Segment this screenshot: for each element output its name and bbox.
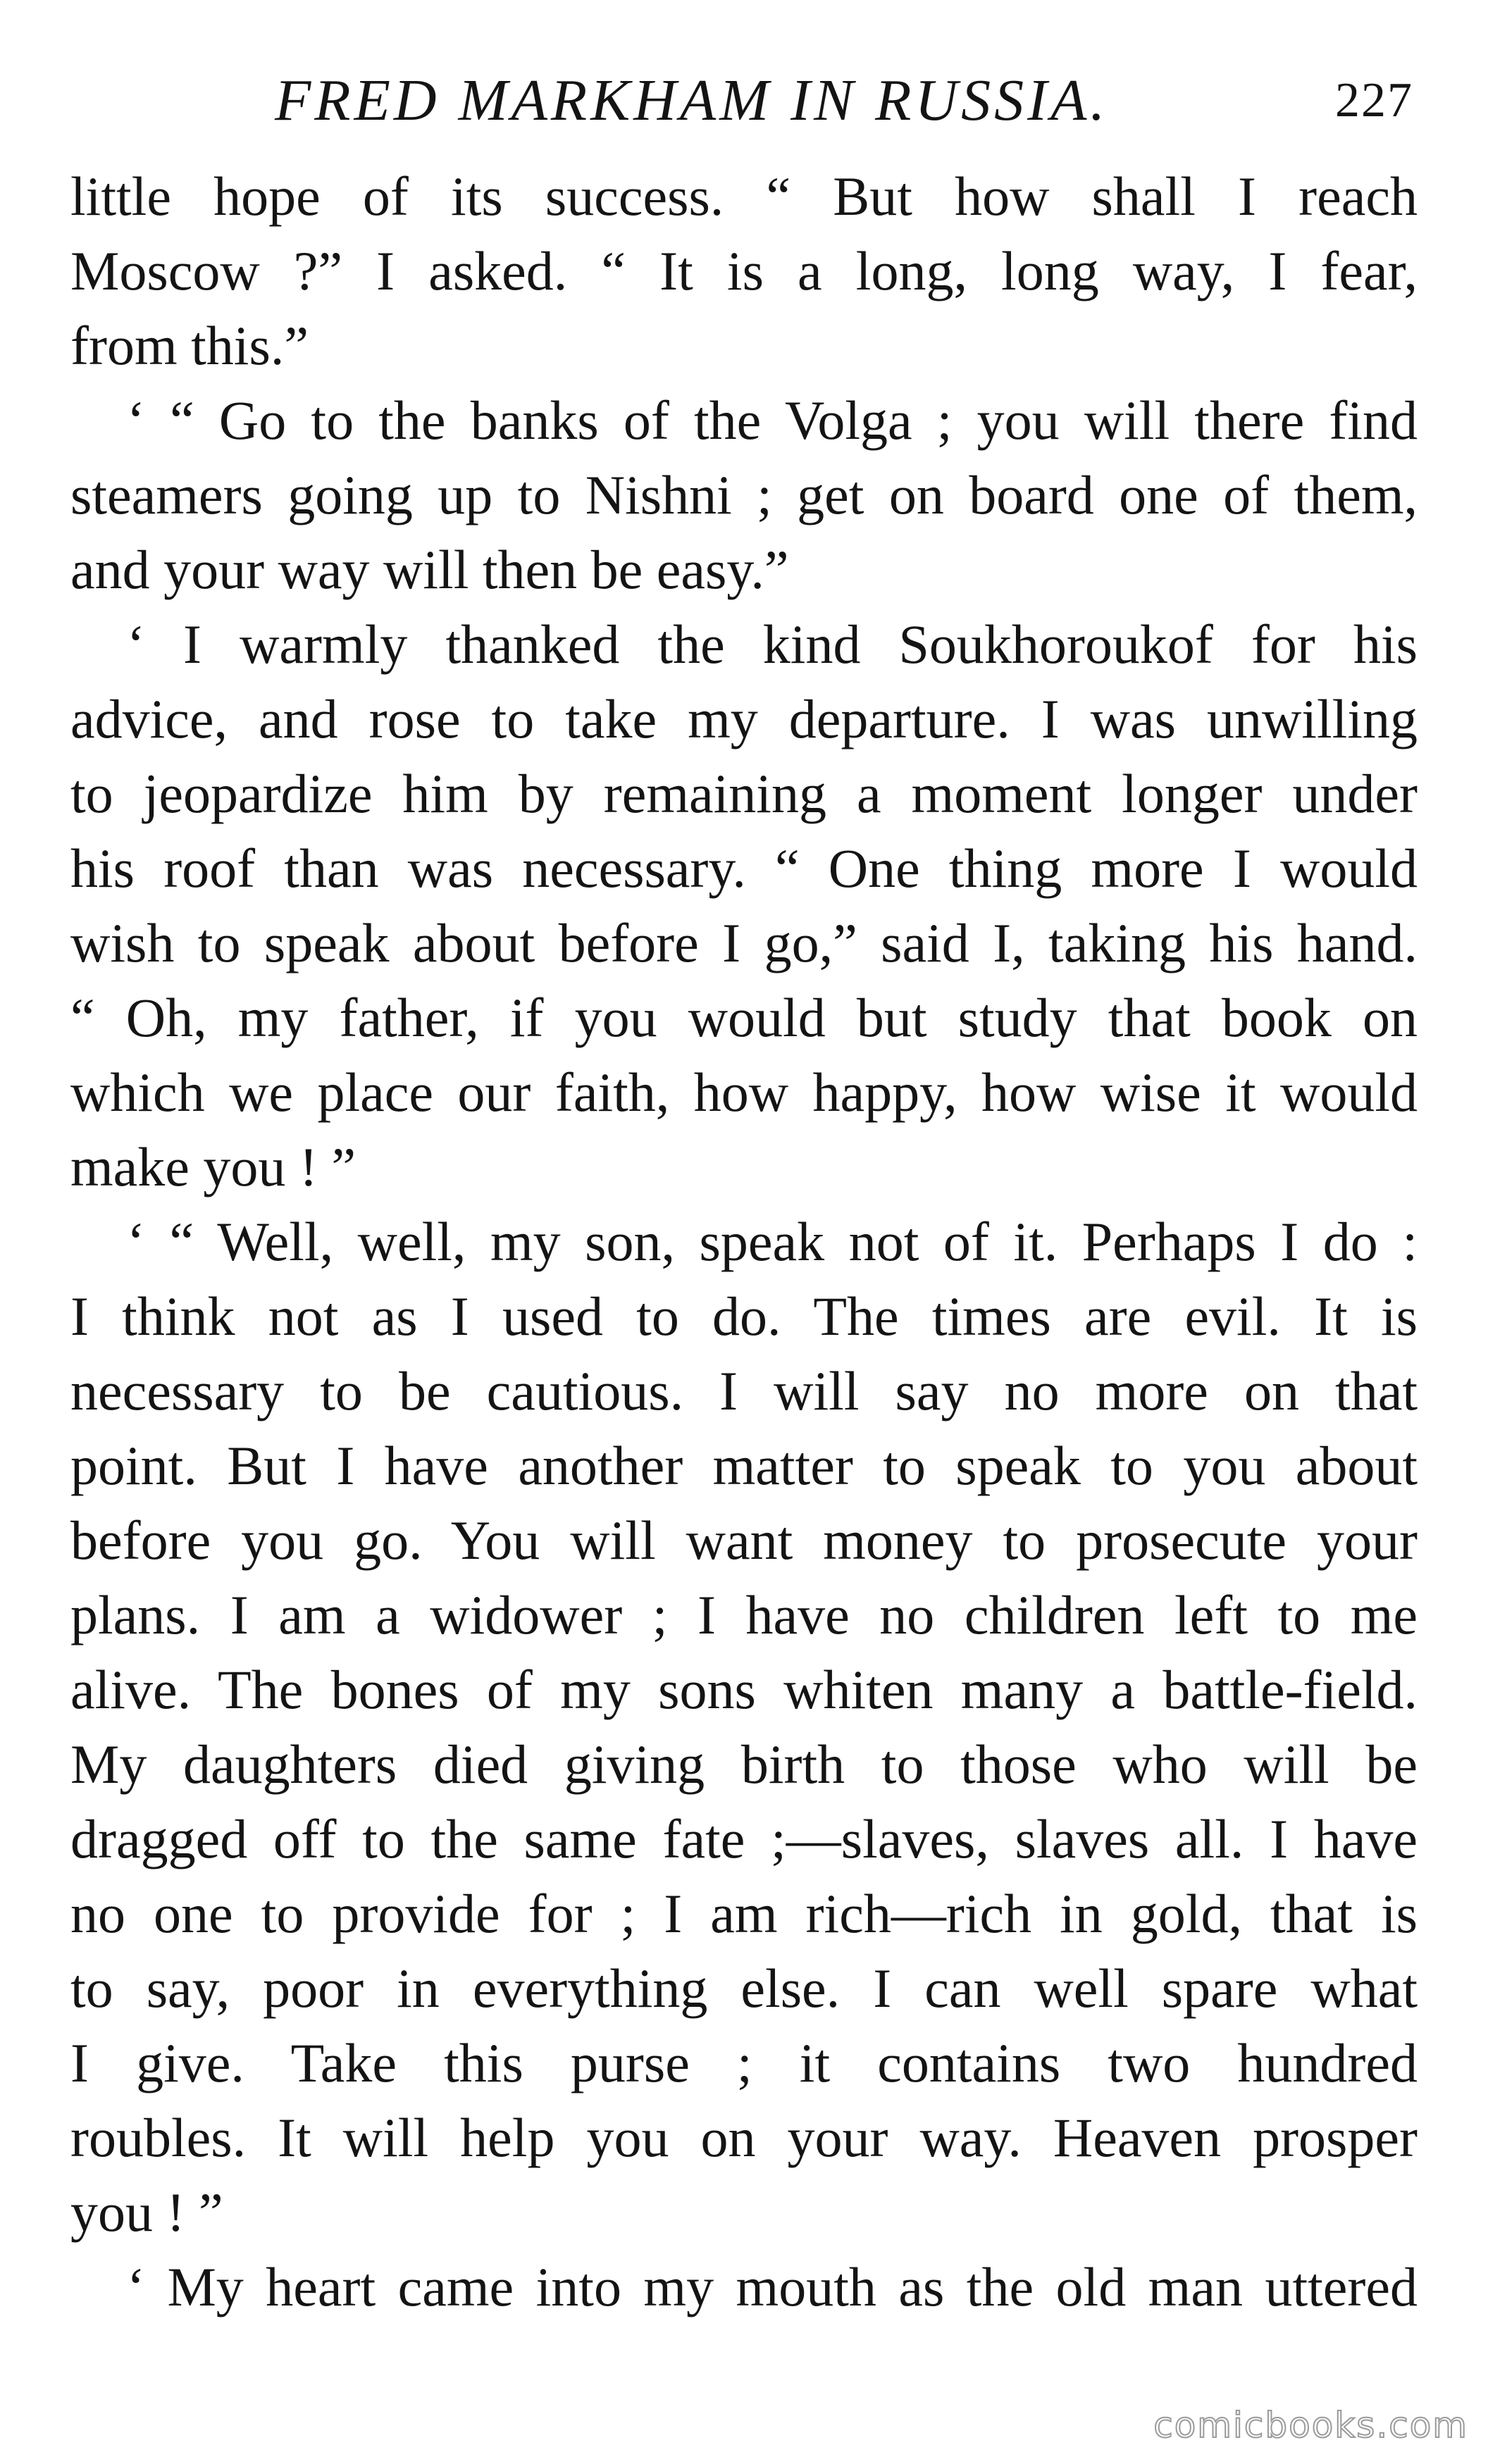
text-line: necessary to be cautious. I will say no more on that: [70, 1360, 1418, 1421]
text-line: you ! ”: [70, 2182, 223, 2243]
text-line: which we place our faith, how happy, how wise it would: [70, 1062, 1418, 1123]
running-title: FRED MARKHAM IN RUSSIA.: [275, 68, 1109, 133]
text-line: ‘ “ Well, well, my son, speak not of it. Perhaps I do :: [127, 1211, 1418, 1272]
text-line: “ Oh, my father, if you would but study that book on: [70, 987, 1418, 1048]
text-line: Moscow ?” I asked. “ It is a long, long way, I fear,: [70, 240, 1418, 301]
text-line: steamers going up to Nishni ; get on board one of them,: [70, 464, 1418, 525]
text-line: roubles. It will help you on your way. Heaven prosper: [70, 2107, 1418, 2168]
text-line: from this.”: [70, 315, 309, 376]
text-line: ‘ “ Go to the banks of the Volga ; you will there find: [127, 390, 1418, 451]
text-line: to jeopardize him by remaining a moment longer under: [70, 763, 1418, 824]
text-line: little hope of its success. “ But how shall I reach: [70, 166, 1418, 227]
text-line: ‘ I warmly thanked the kind Soukhoroukof for his: [127, 614, 1418, 675]
text-line: before you go. You will want money to prosecute your: [70, 1510, 1418, 1571]
text-line: I give. Take this purse ; it contains two hundred: [70, 2032, 1418, 2093]
text-line: I think not as I used to do. The times are evil. It is: [70, 1286, 1418, 1347]
text-line: point. But I have another matter to speak to you about: [70, 1435, 1418, 1496]
text-line: ‘ My heart came into my mouth as the old man uttered: [127, 2256, 1418, 2317]
text-line: advice, and rose to take my departure. I was unwilling: [70, 688, 1418, 749]
text-line: plans. I am a widower ; I have no children left to me: [70, 1584, 1418, 1645]
text-line: wish to speak about before I go,” said I, taking his hand.: [70, 912, 1418, 973]
text-line: his roof than was necessary. “ One thing more I would: [70, 838, 1418, 899]
running-head: [63, 62, 1416, 139]
text-line: and your way will then be easy.”: [70, 539, 789, 600]
page-number: 227: [1335, 73, 1413, 127]
watermark-text: comicbooks.com: [1153, 2405, 1468, 2446]
text-line: to say, poor in everything else. I can well spare what: [70, 1958, 1418, 2019]
text-line: dragged off to the same fate ;—slaves, slaves all. I have: [70, 1808, 1418, 1869]
text-line: no one to provide for ; I am rich—rich in gold, that is: [70, 1883, 1418, 1944]
text-line: make you ! ”: [70, 1136, 356, 1197]
body-text: [70, 159, 1418, 2350]
text-line: My daughters died giving birth to those who will be: [70, 1734, 1418, 1795]
text-line: alive. The bones of my sons whiten many a battle-field.: [70, 1659, 1418, 1720]
